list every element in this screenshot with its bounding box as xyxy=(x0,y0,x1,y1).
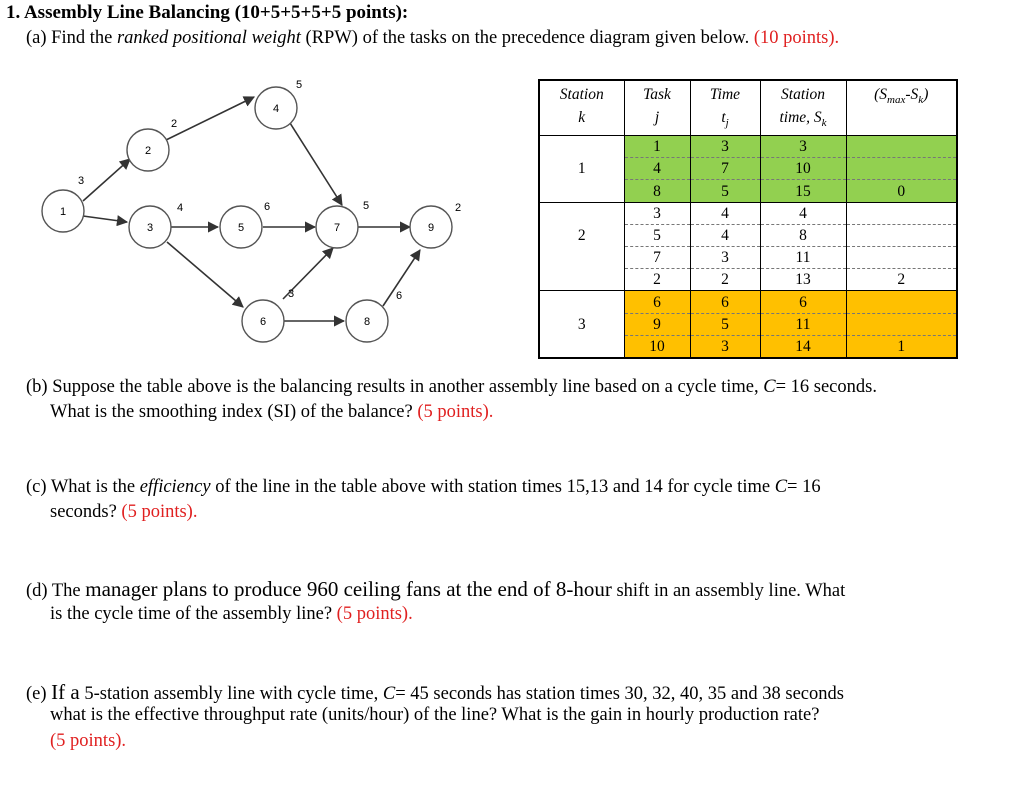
node-2 xyxy=(127,118,177,171)
table-row xyxy=(540,335,956,357)
node-9 xyxy=(410,202,461,248)
slack-cell: 1 xyxy=(846,335,956,357)
task-cell: 3 xyxy=(624,202,690,224)
task-cell: 4 xyxy=(624,158,690,180)
edge-4-7 xyxy=(290,123,342,205)
svg-text:6: 6 xyxy=(259,316,267,328)
slack-cell xyxy=(846,291,956,313)
node-1 xyxy=(42,175,84,232)
precedence-diagram xyxy=(40,78,480,353)
node-5 xyxy=(220,201,270,248)
time-cell: 6 xyxy=(690,291,760,313)
time-cell: 3 xyxy=(690,335,760,357)
table-row xyxy=(540,269,956,291)
slack-cell xyxy=(846,136,956,158)
slack-cell xyxy=(846,158,956,180)
table-row xyxy=(540,202,956,224)
part-e-line2: what is the effective throughput rate (units/hour) of the line? What is the gain in hourly production rate? xyxy=(50,705,820,725)
slack-cell xyxy=(846,202,956,224)
svg-text:6: 6 xyxy=(263,201,271,213)
task-cell: 6 xyxy=(624,291,690,313)
svg-text:3: 3 xyxy=(146,222,154,234)
task-cell: 5 xyxy=(624,224,690,246)
svg-text:5: 5 xyxy=(362,200,370,212)
edge-1-3 xyxy=(83,216,127,222)
table-row xyxy=(540,313,956,335)
part-b-points: (5 points). xyxy=(417,402,494,422)
part-e-line3 xyxy=(50,731,126,752)
table-row xyxy=(540,291,956,313)
table-body xyxy=(540,136,956,357)
svg-text:2: 2 xyxy=(170,118,178,130)
station-time-cell: 6 xyxy=(760,291,846,313)
task-cell: 9 xyxy=(624,313,690,335)
time-cell: 4 xyxy=(690,224,760,246)
diagram-nodes xyxy=(42,79,461,342)
task-cell: 10 xyxy=(624,335,690,357)
station-time-cell: 4 xyxy=(760,202,846,224)
part-a-post: (RPW) of the tasks on the precedence diagram given below. xyxy=(305,28,750,48)
svg-text:4: 4 xyxy=(176,202,184,214)
station-time-cell: 8 xyxy=(760,224,846,246)
svg-text:5: 5 xyxy=(237,222,245,234)
part-c-emphasis: efficiency xyxy=(139,477,211,497)
part-a xyxy=(26,28,839,49)
svg-text:3: 3 xyxy=(287,288,295,300)
svg-text:5: 5 xyxy=(295,79,303,91)
time-cell: 7 xyxy=(690,158,760,180)
part-d-line1: (d) The manager plans to produce 960 ceiling fans at the end of 8-hour shift in an assembly line. What xyxy=(26,577,846,601)
edge-3-6 xyxy=(167,242,243,307)
slack-cell xyxy=(846,224,956,246)
header-slack: $(S_{max}-S_k)$ xyxy=(846,81,956,136)
svg-text:6: 6 xyxy=(395,290,403,302)
header-task: Task j xyxy=(624,81,690,136)
task-cell: 2 xyxy=(624,269,690,291)
balancing-table xyxy=(538,79,958,359)
task-cell: 8 xyxy=(624,180,690,202)
part-c-var: C xyxy=(774,477,788,497)
svg-text:7: 7 xyxy=(333,222,341,234)
time-cell: 3 xyxy=(690,247,760,269)
part-e-line1: (e) If a 5-station assembly line with cycle time, C= 45 seconds has station times 30, 32, 40, 35 and 38 seconds xyxy=(26,680,844,704)
svg-text:9: 9 xyxy=(427,222,435,234)
part-b-line2: What is the smoothing index (SI) of the balance? (5 points). xyxy=(50,402,494,422)
svg-text:2: 2 xyxy=(144,145,152,157)
station-time-cell: 3 xyxy=(760,136,846,158)
time-cell: 3 xyxy=(690,136,760,158)
station-cell xyxy=(540,291,624,313)
table-header-row xyxy=(540,81,956,136)
part-d-line2: is the cycle time of the assembly line? (5 points). xyxy=(50,604,413,624)
node-4 xyxy=(255,79,302,129)
part-a-points: (10 points). xyxy=(753,28,840,48)
slack-cell: 2 xyxy=(846,269,956,291)
table-row xyxy=(540,247,956,269)
part-a-emphasis: ranked positional weight xyxy=(116,28,301,48)
station-cell xyxy=(540,269,624,291)
header-station: Station k xyxy=(540,81,624,136)
station-cell: 3 xyxy=(540,313,624,335)
time-cell: 4 xyxy=(690,202,760,224)
edge-1-2 xyxy=(83,159,130,201)
station-time-cell: 15 xyxy=(760,180,846,202)
part-c-line1: (c) What is the efficiency of the line in the table above with station times 15,13 and 14 for cycle time C= 16 xyxy=(26,477,821,497)
question-heading: 1. Assembly Line Balancing (10+5+5+5+5 points): xyxy=(6,2,409,23)
table-row xyxy=(540,136,956,158)
svg-text:8: 8 xyxy=(363,316,371,328)
station-cell xyxy=(540,180,624,202)
station-time-cell: 14 xyxy=(760,335,846,357)
station-time-cell: 10 xyxy=(760,158,846,180)
station-cell: 2 xyxy=(540,224,624,246)
station-cell xyxy=(540,335,624,357)
svg-text:1: 1 xyxy=(59,206,67,218)
station-cell xyxy=(540,136,624,158)
table-row xyxy=(540,158,956,180)
svg-text:4: 4 xyxy=(272,103,280,115)
part-c-points: (5 points). xyxy=(121,502,198,522)
station-cell xyxy=(540,247,624,269)
svg-text:3: 3 xyxy=(77,175,85,187)
station-time-cell: 11 xyxy=(760,247,846,269)
station-time-cell: 11 xyxy=(760,313,846,335)
time-cell: 2 xyxy=(690,269,760,291)
table-row xyxy=(540,180,956,202)
part-b-line1: (b) Suppose the table above is the balancing results in another assembly line based on a cycle time, C= 16 seconds. xyxy=(26,377,877,397)
edge-2-4 xyxy=(166,97,254,140)
node-8 xyxy=(346,290,402,342)
task-cell: 7 xyxy=(624,247,690,269)
table-row xyxy=(540,224,956,246)
part-e-var: C xyxy=(382,684,396,704)
slack-cell xyxy=(846,313,956,335)
part-e-points: (5 points). xyxy=(50,731,127,751)
time-cell: 5 xyxy=(690,313,760,335)
task-cell: 1 xyxy=(624,136,690,158)
header-station-time: Station time, $S_k$ xyxy=(760,81,846,136)
svg-text:2: 2 xyxy=(454,202,462,214)
station-cell xyxy=(540,202,624,224)
node-3 xyxy=(129,202,183,248)
slack-cell: 0 xyxy=(846,180,956,202)
part-c-line2: seconds? (5 points). xyxy=(50,502,198,522)
station-cell: 1 xyxy=(540,158,624,180)
station-time-cell: 13 xyxy=(760,269,846,291)
slack-cell xyxy=(846,247,956,269)
part-a-pre: (a) Find the xyxy=(26,28,113,48)
header-time: Time $t_j$ xyxy=(690,81,760,136)
time-cell: 5 xyxy=(690,180,760,202)
part-b-var: C xyxy=(763,377,776,397)
part-d-points: (5 points). xyxy=(336,604,413,624)
node-7 xyxy=(316,200,369,248)
